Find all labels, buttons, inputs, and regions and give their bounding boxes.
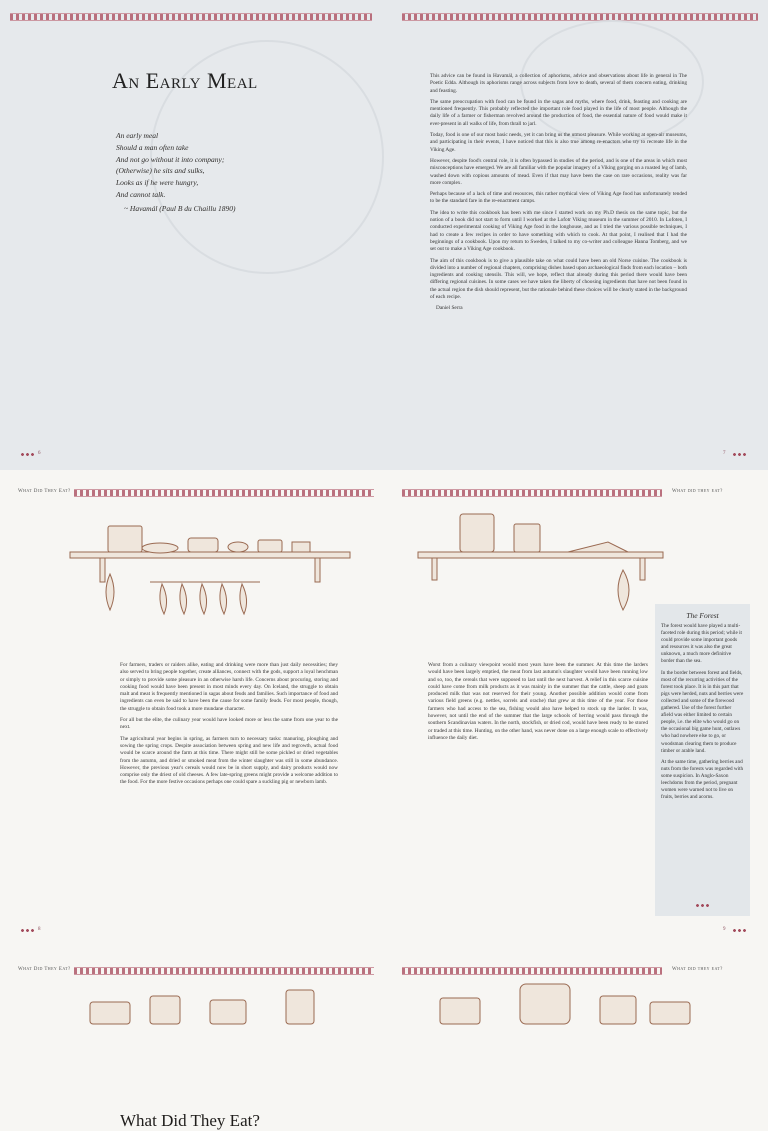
shelf-bracket bbox=[100, 558, 105, 582]
sidebar-body-text bbox=[655, 623, 750, 801]
basket bbox=[440, 998, 480, 1024]
poem-line: And cannot talk. bbox=[116, 189, 166, 199]
crate bbox=[210, 1000, 246, 1024]
running-head: What Did They Eat? bbox=[18, 489, 71, 494]
folio-ornament bbox=[20, 452, 34, 457]
paragraph: The forest would have played a multi-faceted role during this period; while it could provide some important goods and resources it was also the great unknown, a much more definitive border than the sea. bbox=[661, 623, 742, 665]
box bbox=[258, 540, 282, 552]
jar bbox=[150, 996, 180, 1024]
shelf-bracket bbox=[640, 558, 645, 580]
top-ornament-left bbox=[74, 967, 374, 975]
poem-line: (Otherwise) he sits and sulks, bbox=[116, 166, 205, 176]
top-ornament-right bbox=[402, 13, 758, 21]
paragraph: At the same time, gathering berries and nuts from the forests was regarded with some suspicion. In Anglo-Saxon leechdoms from the period, pregnant women were warned not to live on fruits, berries and acorns. bbox=[661, 758, 744, 801]
forest-sidebar bbox=[655, 604, 750, 916]
page-title: An Early Meal bbox=[112, 68, 258, 93]
hanging-meat bbox=[220, 584, 227, 614]
chapter-body-text-continued bbox=[428, 662, 648, 746]
paragraph: However, despite food's central role, it is often bypassed in studies of the period, and is one of the areas in which most misconceptions have emerged. We are all familiar with the popular imagery of a Viking gorging on a roasted leg of lamb, washed down with copious amounts of mead. Even if that may have been the case on rare occasions, reality was far more complex. bbox=[430, 157, 687, 186]
paragraph: Worst from a culinary viewpoint would most years have been the summer. At this time the larders would have been largely emptied, the meat from last autumn's slaughter would have been running low and so, too, the cereals that were supposed to last until the next harvest. A relief in this scarce cuisine could have come from milk products as it was mainly in the summer that the cattle, sheep and goats produced milk that was not reserved for their young. Another possible addition would come from various field greens (e.g. nettles, sorrels and orache) that grew at this time of the year. For those farmers who had access to the sea, fishing would also have helped to stock up the larder. It was, however, not until the end of the summer that the large schools of herring would pass through the southern Scandinavian waters. In the north, stockfish, or dried cod, would have been ready to be stored or traded at this time. Hunting, on the other hand, was never done on a large enough scale to effectively influence the daily diet. bbox=[428, 662, 648, 741]
cup bbox=[228, 542, 248, 552]
page-number: 7 bbox=[723, 451, 726, 456]
sidebar-ornament bbox=[695, 903, 709, 908]
paragraph: The agricultural year begins in spring, as farmers turn to necessary tasks: manuring, ploughing and sowing the spring crops. Despite association between spring and new life and regrowth, actual food would be scarce around the farm at this time. There might still be some pickled or dried vegetables from the autumn, and dried or smoked meat from the winter slaughter was still in some abundance. However, the previous year's cereals would now be in short supply, and dairy products would now comprise only the driest of old cheeses. A few late-spring greens might provide a welcome addition to the food. For the more festive occasions perhaps one could spare a suckling pig or newborn lamb. bbox=[120, 735, 338, 786]
top-ornament-right bbox=[402, 967, 662, 975]
page-number: 8 bbox=[38, 927, 41, 932]
bread-basket bbox=[188, 538, 218, 552]
chapter-title: What Did They Eat? bbox=[120, 1111, 260, 1130]
paragraph: Today, food is one of our most basic needs, yet it can bring us the utmost pleasure. While working at open-air museums, and participating in their events, I have noticed that this is also true among re-enactors who try to recreate life in the Viking Age. bbox=[430, 132, 687, 153]
barrel bbox=[286, 990, 314, 1024]
hanging-meat bbox=[200, 584, 207, 614]
shelf-illustration-right bbox=[418, 510, 668, 630]
crate bbox=[600, 996, 636, 1024]
havamal-poem bbox=[116, 130, 236, 215]
bowl bbox=[142, 543, 178, 553]
page-number: 9 bbox=[723, 927, 726, 932]
author-signature: Daniel Serra bbox=[436, 305, 463, 312]
spread-intro bbox=[0, 0, 768, 470]
wooden-tub bbox=[108, 526, 142, 552]
shelf-board bbox=[418, 552, 663, 558]
fish-on-shelf bbox=[568, 542, 628, 552]
paragraph: For all but the elite, the culinary year would have looked more or less the same from one year to the next. bbox=[120, 717, 338, 731]
bucket bbox=[514, 524, 540, 552]
top-ornament-left bbox=[74, 489, 374, 497]
hanging-fish bbox=[106, 574, 114, 610]
shelf-bracket bbox=[315, 558, 320, 582]
paragraph: For farmers, traders or raiders alike, eating and drinking were more than just daily necessities; they also served to bring people together, create alliances, connect with the gods, support a loyal henchman or simply to provide some pleasure in an otherwise harsh life. Concerns about procuring, storing and cooking food would have been present in most minds every day. On Iceland, the struggle to obtain malt and meat is frequently mentioned in sagas about feuds and families. Such importance of food and ingredients can even be said to have been the cause for some family feuds. For most people, though, the struggle to obtain food took a more mundane character. bbox=[120, 662, 338, 712]
hanging-meat bbox=[240, 584, 247, 614]
shelf-illustration-partial-left bbox=[90, 986, 350, 1024]
hanging-meat bbox=[160, 584, 167, 614]
page-number: 6 bbox=[38, 451, 41, 456]
spread-what-did-they-eat bbox=[0, 474, 768, 1130]
running-head: What did they eat? bbox=[672, 489, 723, 494]
spread-next bbox=[0, 954, 768, 1024]
shelf-board bbox=[70, 552, 350, 558]
shelf-illustration-left bbox=[70, 514, 360, 624]
shelf-bracket bbox=[432, 558, 437, 580]
paragraph: The same preoccupation with food can be found in the sagas and myths, where food, drink, feasting and cooking are mentioned frequently. This probably reflected the important role food played in the life of most people. Although the daily life of a farmer or fisherman revolved around the production of food, the essential nature of food would make it ever-present in all walks of life, from thrall to jarl. bbox=[430, 98, 687, 127]
basket bbox=[90, 1002, 130, 1024]
hanging-leg bbox=[618, 570, 629, 610]
top-ornament-left bbox=[10, 13, 372, 21]
running-head: What Did They Eat? bbox=[18, 967, 71, 972]
folio-ornament bbox=[20, 928, 34, 933]
shelf-illustration-partial-right bbox=[440, 978, 700, 1024]
paragraph: In the border between forest and fields, most of the recurring activities of the forest took place. It is in this part that pigs were herded, nuts and berries were collected and some of the firewood gathered. Use of the forest further afield was either limited to certain people, i.e. the elite who would go on the occasional big game hunt, outlaws who had nowhere else to go, or woodsman clearing them to produce timber or arable land. bbox=[661, 669, 744, 754]
paragraph: The idea to write this cookbook has been with me since I started work on my Ph.D thesis on the same topic, but the notion of a book did not start to form until I worked at the Lofotr Viking museum in the summer of 2010. In Lofoten, I conducted experimental cooking of Viking Age food in the longhouse, and as I tried the various possible techniques, I had to create a few recipes in order to have something with which to cook. At that point, I realised that I had the beginnings of a cookbook. Upon my return to Sweden, I talked to my co-writer and colleague Hanna Tomberg, and we set out to make a Viking Age cookbook. bbox=[430, 209, 687, 253]
crock bbox=[292, 542, 310, 552]
running-head: What did they eat? bbox=[672, 967, 723, 972]
folio-ornament bbox=[732, 452, 746, 457]
vegetable-pile bbox=[520, 984, 570, 1024]
poem-attribution: ~ Havamál (Paul B du Chaillu 1890) bbox=[124, 203, 236, 213]
chapter-body-text bbox=[120, 662, 338, 791]
wooden-barrel bbox=[460, 514, 494, 552]
sidebar-title: The Forest bbox=[686, 611, 719, 620]
folio-ornament bbox=[732, 928, 746, 933]
poem-line: An early meal bbox=[116, 131, 159, 140]
paragraph: This advice can be found in Havamál, a collection of aphorisms, advice and observations about life in general in The Poetic Edda. Although its aphorisms range across subjects from love to death, several of them concern eating, drinking and feasting. bbox=[430, 73, 687, 94]
paragraph: The aim of this cookbook is to give a plausible take on what could have been an old Norse cuisine. The cookbook is divided into a number of regional chapters, comprising dishes based upon archaeological finds from each location – both ingredients and cooking utensils. This will, we hope, reflect that already during this period there would have been differing regional cuisines. In some cases we have taken the liberty of choosing ingredients that have not been found in the actual region the dish should represent, but the rationale behind these choices will be clearly stated in the background of each recipe. bbox=[430, 257, 687, 301]
bread bbox=[650, 1002, 690, 1024]
poem-line: Looks as if he were hungry, bbox=[116, 178, 199, 188]
hanging-meat bbox=[180, 584, 187, 614]
poem-line: And not go without it into company; bbox=[116, 154, 225, 164]
intro-body-text bbox=[430, 73, 687, 313]
poem-line: Should a man often take bbox=[116, 142, 189, 152]
top-ornament-right bbox=[402, 489, 662, 497]
paragraph: Perhaps because of a lack of time and resources, this rather mythical view of Viking Age food has unfortunately tended to be the standard fare in the re-enactment camps. bbox=[430, 191, 687, 205]
